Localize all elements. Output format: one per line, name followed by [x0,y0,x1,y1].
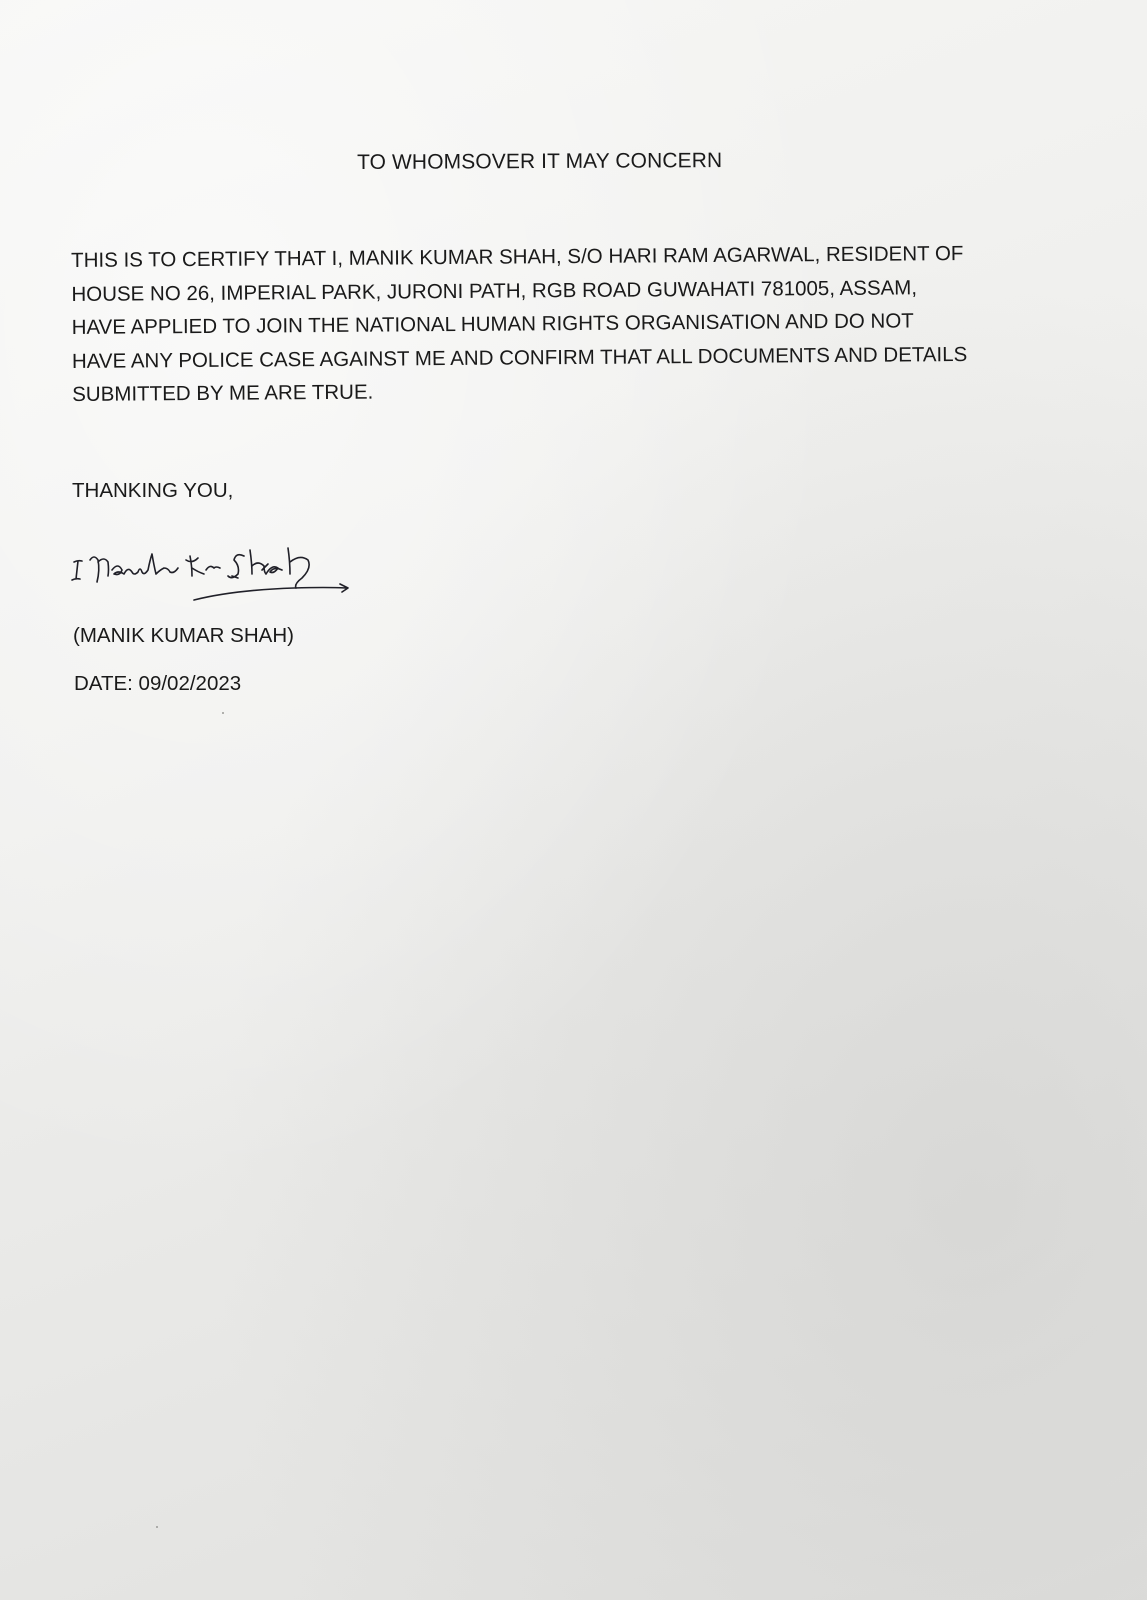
body-line: HAVE ANY POLICE CASE AGAINST ME AND CONFIRM THAT ALL DOCUMENTS AND DETAILS [71,342,968,373]
page-heading: TO WHOMSOVER IT MAY CONCERN [357,149,723,174]
signer-name: (MANIK KUMAR SHAH) [73,624,294,647]
body-line: HOUSE NO 26, IMPERIAL PARK, JURONI PATH, RGB ROAD GUWAHATI 781005, ASSAM, [71,275,918,306]
date-line: DATE: 09/02/2023 [74,672,242,695]
body-line: HAVE APPLIED TO JOIN THE NATIONAL HUMAN RIGHTS ORGANISATION AND DO NOT [71,309,914,339]
body-line: THIS IS TO CERTIFY THAT I, MANIK KUMAR SHAH, S/O HARI RAM AGARWAL, RESIDENT OF [71,241,964,272]
paper-speck [222,712,224,714]
body-line: SUBMITTED BY ME ARE TRUE. [72,380,374,406]
certificate-body [71,237,972,412]
closing-line: THANKING YOU, [72,479,234,502]
handwritten-signature [64,530,364,610]
paper-speck [156,1526,158,1528]
